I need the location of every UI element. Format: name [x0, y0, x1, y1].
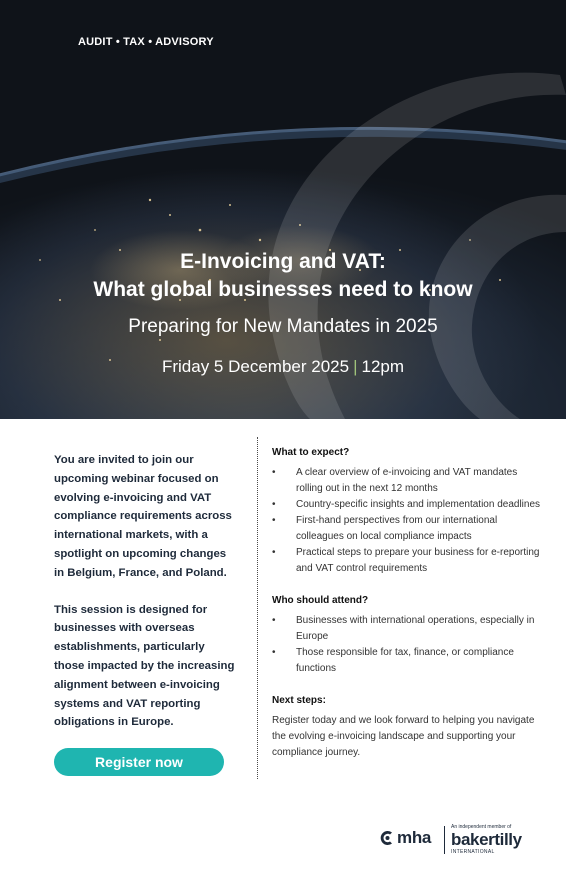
attend-heading: Who should attend?	[272, 595, 369, 606]
column-divider	[257, 437, 258, 779]
bullet-icon: •	[272, 499, 276, 510]
list-item: • First-hand perspectives from our international colleagues on local compliance impacts	[272, 515, 498, 542]
bakertilly-logo	[451, 824, 522, 855]
bullet-icon: •	[272, 515, 276, 526]
bullet-icon: •	[272, 615, 276, 626]
list-item: • Country-specific insights and implementation deadlines	[272, 497, 542, 513]
details-section	[272, 445, 542, 761]
attend-list	[272, 613, 542, 677]
member-note: An independent member of	[451, 824, 512, 830]
bullet-icon: •	[272, 547, 276, 558]
event-date	[0, 357, 566, 377]
expect-heading: What to expect?	[272, 447, 350, 458]
bullet-icon: •	[272, 647, 276, 658]
intro-paragraph-1: You are invited to join our upcoming webinar focused on evolving e-invoicing and VAT compliance requirements across international markets, with a spotlight on upcoming changes in Belgium, France, and Poland.	[54, 454, 232, 579]
mha-wordmark: mha	[397, 828, 432, 847]
list-item: • Those responsible for tax, finance, or compliance functions	[272, 647, 514, 674]
intro-paragraph-2: This session is designed for businesses with overseas establishments, particularly those impacted by the increasing alignment between e-invoicing systems and VAT reporting obligations in Europe.	[54, 603, 235, 729]
date-separator: |	[353, 357, 358, 376]
register-now-button[interactable]: Register now	[54, 748, 224, 776]
bullet-icon: •	[272, 467, 276, 478]
title-line-2: What global businesses need to know	[93, 278, 473, 301]
footer-logos	[378, 824, 538, 858]
list-item: • Businesses with international operations, especially in Europe	[272, 615, 535, 642]
title-line-1: E-Invoicing and VAT:	[180, 250, 386, 273]
logo-divider	[444, 826, 445, 854]
next-steps-text: Register today and we look forward to helping you navigate the evolving e-invoicing landscape and supporting your compliance journey.	[272, 715, 535, 758]
tagline: AUDIT • TAX • ADVISORY	[78, 36, 214, 48]
subtitle: Preparing for New Mandates in 2025	[128, 316, 438, 337]
list-item: • Practical steps to prepare your business for e-reporting and VAT control requirements	[272, 547, 540, 574]
intro-section	[54, 451, 236, 750]
next-steps-heading: Next steps:	[272, 695, 326, 706]
international-label: INTERNATIONAL	[451, 849, 495, 855]
time-text: 12pm	[361, 357, 405, 376]
mha-mark-icon	[378, 830, 394, 846]
hero-banner	[0, 0, 566, 419]
list-item: • A clear overview of e-invoicing and VAT mandates rolling out in the next 12 months	[272, 467, 518, 494]
expect-list	[272, 465, 542, 577]
date-text: Friday 5 December 2025	[161, 357, 350, 376]
mha-logo	[378, 828, 431, 848]
page-title	[0, 248, 566, 304]
bakertilly-wordmark: bakertilly	[451, 830, 522, 849]
